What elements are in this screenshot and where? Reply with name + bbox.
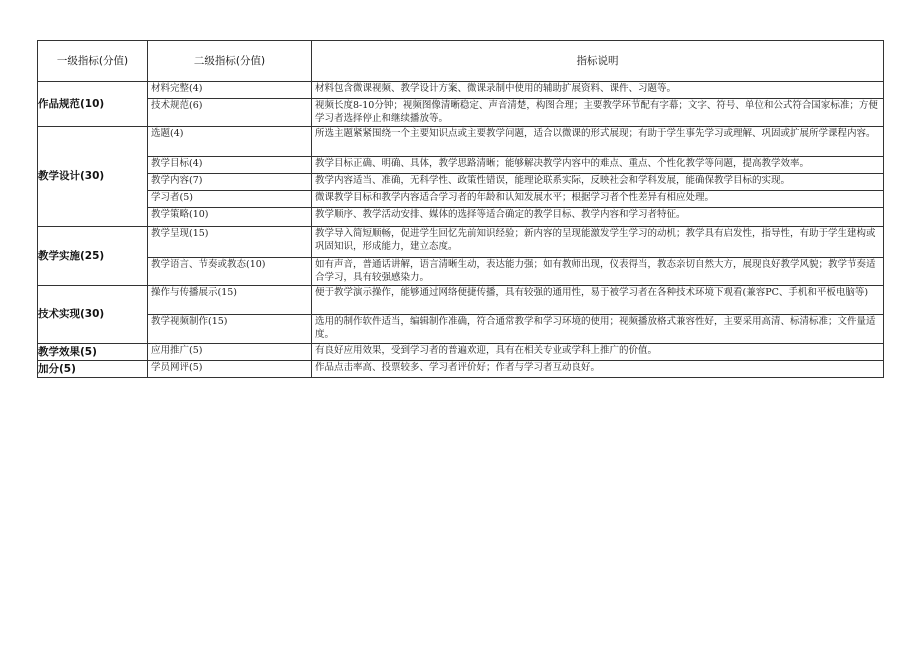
table-row [38,286,884,315]
table-row [38,361,884,378]
table-row [38,174,884,191]
level2-indicator: 技术规范(6) [148,99,312,127]
indicator-description: 所选主题紧紧围绕一个主要知识点或主要教学问题，适合以微课的形式展现；有助于学生事先学习或理解、巩固或扩展所学课程内容。 [312,127,884,157]
level2-indicator: 教学语言、节奏或教态(10) [148,258,312,286]
indicator-description: 教学顺序、教学活动安排、媒体的选择等适合确定的教学目标、教学内容和学习者特征。 [312,208,884,227]
indicator-description: 微课教学目标和教学内容适合学习者的年龄和认知发展水平；根据学习者个性差异有相应处理。 [312,191,884,208]
indicator-description: 如有声音，普通话讲解，语言清晰生动，表达能力强；如有教师出现，仪表得当，教态亲切自然大方，展现良好教学风貌；教学节奏适合学习，具有较强感染力。 [312,258,884,286]
table-row [38,344,884,361]
level2-indicator: 选题(4) [148,127,312,157]
indicator-description: 选用的制作软件适当，编辑制作准确，符合通常教学和学习环境的使用；视频播放格式兼容性好，主要采用高清、标清标准；文件量适度。 [312,315,884,344]
level2-indicator: 操作与传播展示(15) [148,286,312,315]
level2-indicator: 学习者(5) [148,191,312,208]
level2-indicator: 教学视频制作(15) [148,315,312,344]
level2-indicator: 教学内容(7) [148,174,312,191]
table-row [38,82,884,99]
header-description: 指标说明 [312,41,884,82]
header-level2: 二级指标(分值) [148,41,312,82]
indicator-description: 材料包含微课视频、教学设计方案、微课录制中使用的辅助扩展资料、课件、习题等。 [312,82,884,99]
indicator-description: 教学目标正确、明确、具体，教学思路清晰；能够解决教学内容中的难点、重点、个性化教学等问题，提高教学效率。 [312,157,884,174]
level2-indicator: 教学呈现(15) [148,227,312,258]
level2-indicator: 应用推广(5) [148,344,312,361]
indicator-description: 便于教学演示操作，能够通过网络便捷传播，具有较强的通用性，易于被学习者在各种技术环境下观看(兼容PC、手机和平板电脑等) [312,286,884,315]
table-row [38,99,884,127]
level1-indicator: 加分(5) [38,361,148,378]
level2-indicator: 学员网评(5) [148,361,312,378]
level2-indicator: 材料完整(4) [148,82,312,99]
indicator-description: 有良好应用效果，受到学习者的普遍欢迎，具有在相关专业或学科上推广的价值。 [312,344,884,361]
indicator-description: 教学导入简短顺畅，促进学生回忆先前知识经验；新内容的呈现能激发学生学习的动机；教学具有启发性，指导性，有助于学生建构或巩固知识，形成能力，建立态度。 [312,227,884,258]
level1-indicator: 技术实现(30) [38,286,148,344]
level2-indicator: 教学目标(4) [148,157,312,174]
table-row [38,127,884,157]
level1-indicator: 教学设计(30) [38,127,148,227]
table-row [38,208,884,227]
table-row [38,227,884,258]
level2-indicator: 教学策略(10) [148,208,312,227]
table-row [38,191,884,208]
header-level1: 一级指标(分值) [38,41,148,82]
level1-indicator: 教学实施(25) [38,227,148,286]
indicator-description: 作品点击率高、投票较多、学习者评价好；作者与学习者互动良好。 [312,361,884,378]
table-row [38,315,884,344]
rubric-table [37,40,884,378]
rubric-body [38,82,884,378]
table-row [38,157,884,174]
table-row [38,258,884,286]
level1-indicator: 教学效果(5) [38,344,148,361]
header-row [38,41,884,82]
level1-indicator: 作品规范(10) [38,82,148,127]
indicator-description: 教学内容适当、准确，无科学性、政策性错误，能理论联系实际，反映社会和学科发展，能确保教学目标的实现。 [312,174,884,191]
indicator-description: 视频长度8-10分钟；视频图像清晰稳定、声音清楚，构图合理；主要教学环节配有字幕；文字、符号、单位和公式符合国家标准；方便学习者选择停止和继续播放等。 [312,99,884,127]
